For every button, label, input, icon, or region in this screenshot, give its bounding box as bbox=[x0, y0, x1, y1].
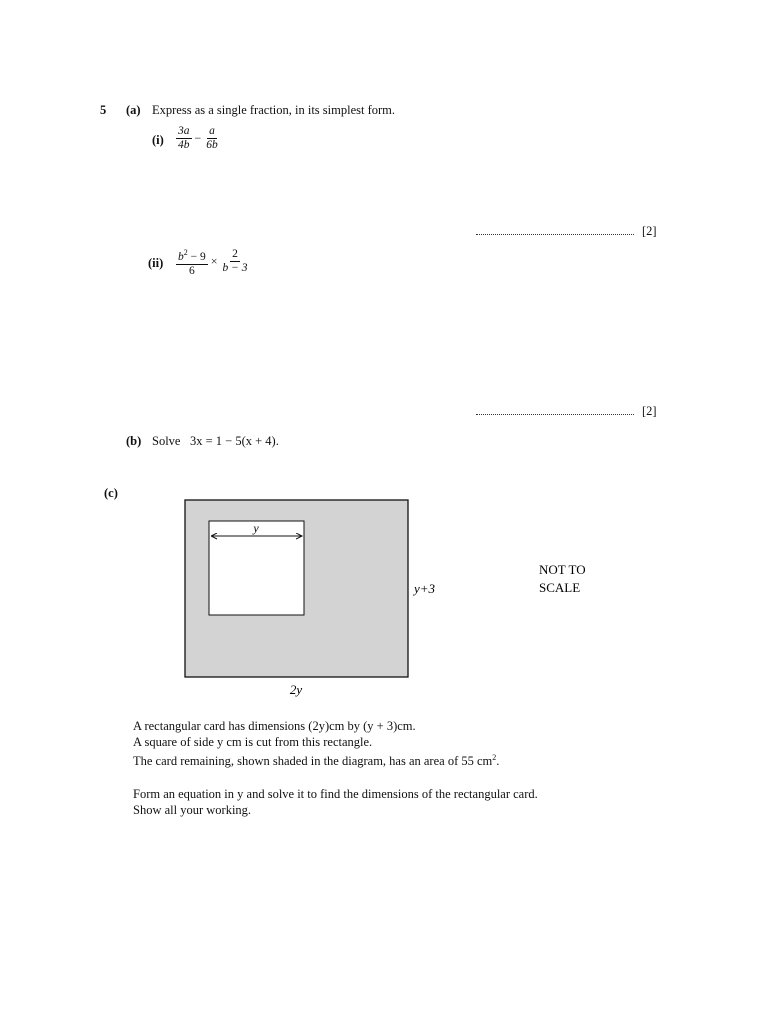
area-exponent: 2 bbox=[492, 753, 497, 762]
cut-square bbox=[209, 521, 304, 615]
square-cut-sentence: A square of side y cm is cut from this rectangle. bbox=[133, 734, 373, 749]
question-number: 5 bbox=[100, 103, 107, 117]
denominator: 6b bbox=[206, 139, 218, 151]
form-equation-sentence: Form an equation in y and solve it to find the dimensions of the rectangular card. bbox=[133, 787, 538, 801]
answer-line-a-i[interactable] bbox=[476, 234, 634, 235]
part-a-ii-label: (ii) bbox=[148, 256, 164, 270]
card-description bbox=[133, 719, 499, 770]
part-b-equation: 3x = 1 − 5(x + 4). bbox=[190, 434, 279, 448]
denominator: b − 3 bbox=[222, 262, 248, 275]
part-a-label: (a) bbox=[126, 103, 141, 117]
area-text: The card remaining, shown shaded in the diagram, has an area of 55 cm bbox=[133, 754, 493, 769]
numerator-rest: − 9 bbox=[187, 250, 206, 263]
denominator: 6 bbox=[189, 264, 195, 277]
b-variable: b bbox=[178, 250, 184, 263]
marks-a-i: [2] bbox=[642, 224, 657, 238]
answer-line-a-ii[interactable] bbox=[476, 414, 634, 415]
part-c-label: (c) bbox=[104, 486, 118, 500]
marks-a-ii: [2] bbox=[642, 404, 657, 418]
part-a-i-label: (i) bbox=[152, 133, 164, 147]
part-a-instruction: Express as a single fraction, in its simplest form. bbox=[152, 103, 396, 117]
numerator bbox=[176, 246, 208, 265]
fraction-3a-over-4b bbox=[176, 125, 192, 152]
expression-a-ii bbox=[176, 246, 250, 278]
numerator: 3a bbox=[178, 125, 190, 137]
not-to-scale-line2: SCALE bbox=[539, 580, 581, 595]
minus-operator: − bbox=[194, 131, 202, 145]
height-label: y+3 bbox=[414, 581, 436, 596]
exponent: 2 bbox=[183, 248, 188, 257]
width-label: 2y bbox=[289, 682, 303, 697]
denominator: 4b bbox=[178, 139, 190, 151]
expression-a-i bbox=[176, 125, 220, 152]
task-instructions bbox=[133, 787, 538, 818]
times-operator: × bbox=[210, 254, 218, 269]
fraction-b2-minus-9-over-6 bbox=[176, 246, 208, 278]
dimensions-sentence: A rectangular card has dimensions (2y)cm by (y + 3)cm. bbox=[133, 719, 416, 733]
show-working-sentence: Show all your working. bbox=[133, 802, 252, 817]
numerator: a bbox=[209, 125, 215, 137]
area-period: . bbox=[496, 754, 500, 769]
numerator: 2 bbox=[232, 248, 238, 261]
area-sentence bbox=[133, 750, 499, 770]
part-b-prefix: Solve bbox=[152, 434, 181, 448]
fraction-2-over-b-minus-3 bbox=[221, 248, 250, 275]
part-b-label: (b) bbox=[126, 434, 142, 448]
not-to-scale-line1: NOT TO bbox=[539, 562, 586, 577]
square-side-label: y bbox=[253, 521, 259, 535]
rectangle-diagram bbox=[150, 495, 610, 710]
fraction-a-over-6b bbox=[204, 125, 220, 152]
